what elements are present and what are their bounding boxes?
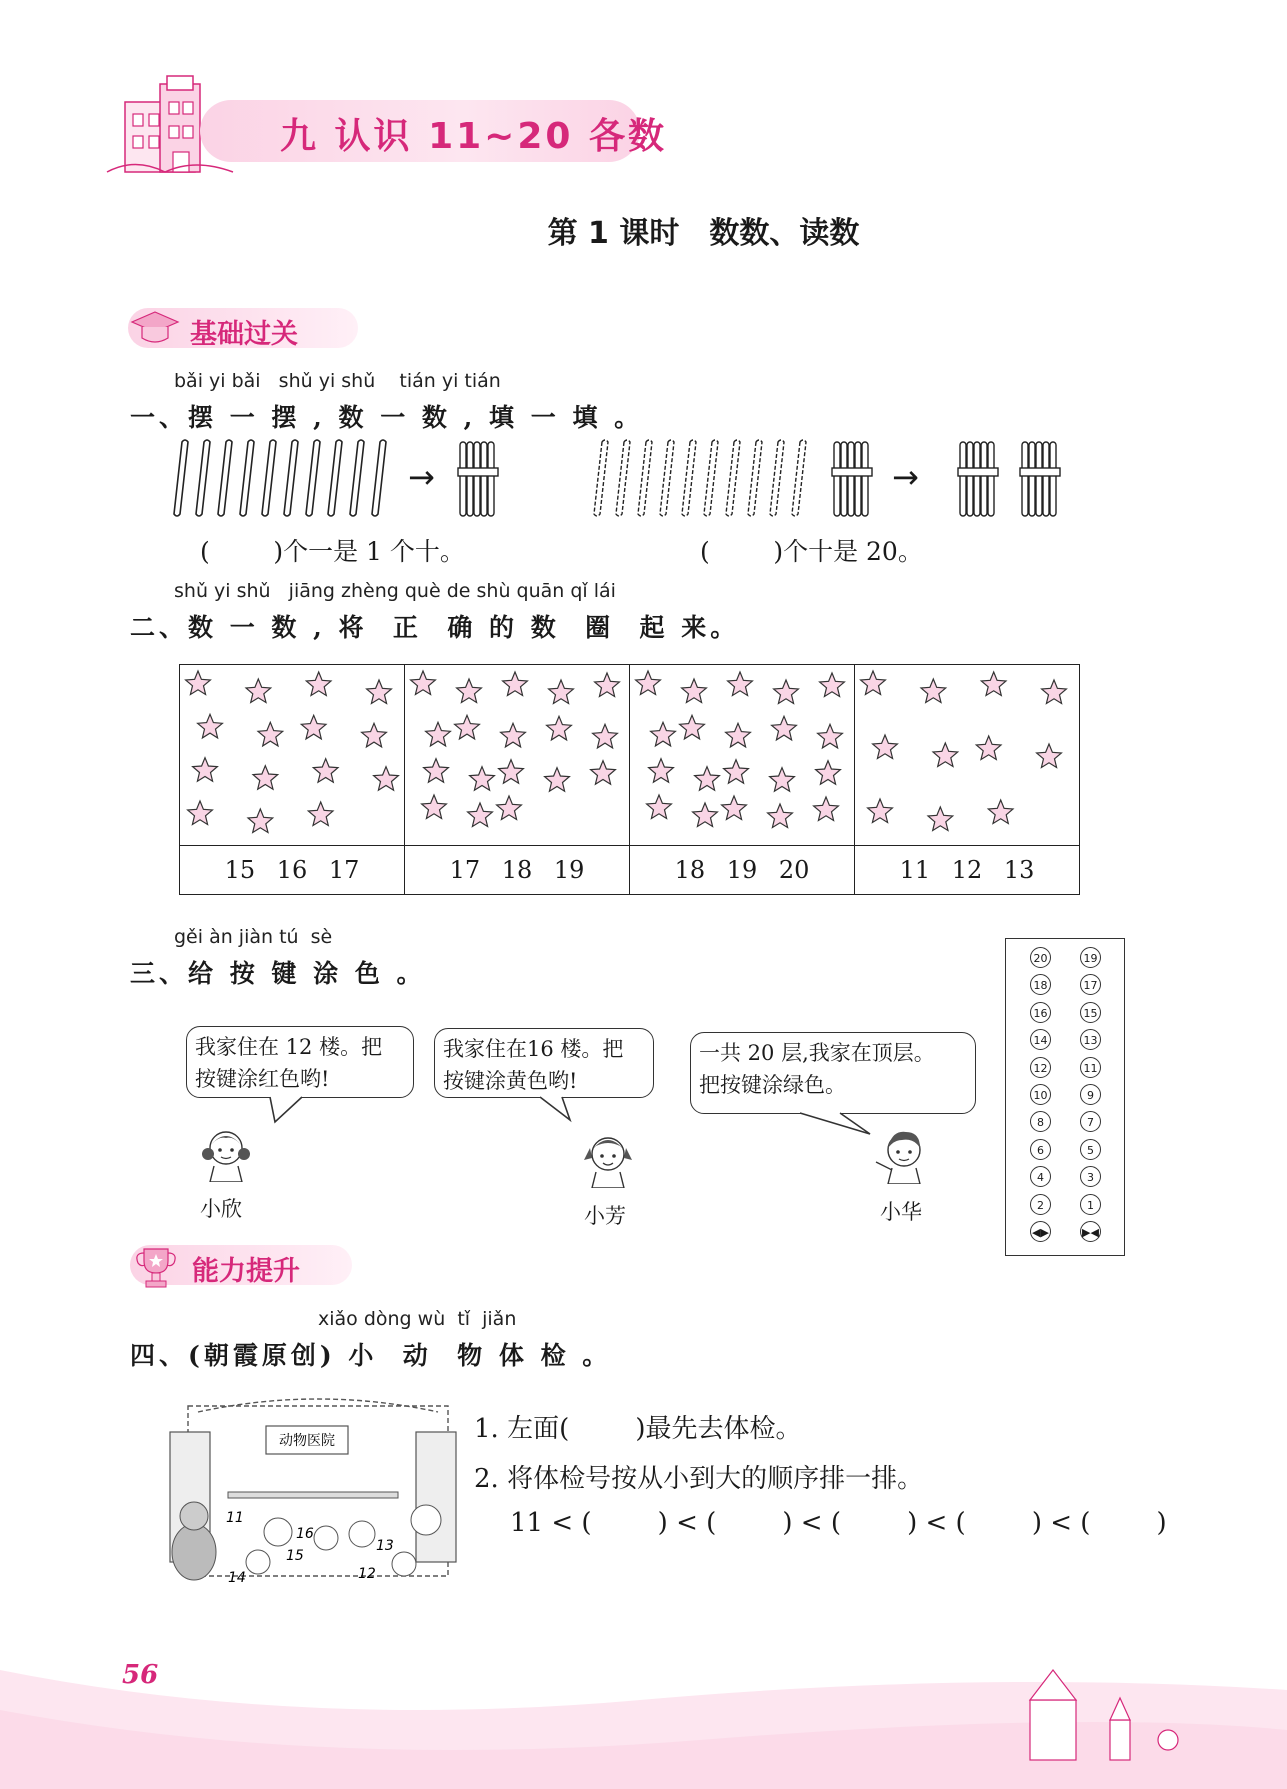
stick-bundle <box>1020 442 1060 516</box>
star <box>362 723 387 747</box>
star <box>770 768 795 792</box>
q1-fill-left: ( )个一是 1 个十。 <box>200 537 465 566</box>
q1-title: 一、摆 一 摆 , 数 一 数 , 填 一 填 。 <box>130 403 644 432</box>
elevator-button[interactable]: 6 <box>1030 1139 1051 1160</box>
tag-number: 12 <box>358 1566 376 1582</box>
elevator-button[interactable]: ▶◀ <box>1080 1221 1101 1242</box>
section-tag-basic: 基础过关 <box>128 308 358 348</box>
star <box>636 671 661 695</box>
name-xiaohua: 小华 <box>880 1200 922 1224</box>
star <box>693 803 718 827</box>
star <box>680 715 705 739</box>
animal-hospital-illustration <box>158 1392 464 1598</box>
star <box>313 759 338 783</box>
star <box>591 761 616 785</box>
q3-title: 三、给 按 键 涂 色 。 <box>130 959 426 988</box>
q1-sticks-illustration <box>170 438 1090 522</box>
star <box>814 797 839 821</box>
bubble-text-line: 我家住在 12 楼。把 <box>195 1035 383 1059</box>
trophy-icon <box>132 1243 180 1291</box>
name-xiaoxin: 小欣 <box>200 1197 242 1221</box>
number-options-1[interactable]: 15 16 17 <box>180 846 405 895</box>
star <box>503 672 528 696</box>
star <box>768 804 793 828</box>
stick <box>594 440 608 516</box>
star <box>411 671 436 695</box>
q1-pinyin: bǎi yi bǎi shǔ yi shǔ tián yi tián <box>174 370 501 392</box>
star <box>470 767 495 791</box>
elevator-button[interactable]: 8 <box>1030 1111 1051 1132</box>
stick <box>704 440 718 516</box>
star <box>651 722 676 746</box>
stick <box>218 440 232 516</box>
star-box-3 <box>630 665 855 846</box>
bubble-text-line: 一共 20 层,我家在顶层。 <box>699 1041 935 1065</box>
star <box>193 758 218 782</box>
star <box>772 716 797 740</box>
star <box>981 672 1006 696</box>
elevator-button[interactable]: 11 <box>1080 1057 1101 1078</box>
star <box>593 724 618 748</box>
star <box>258 722 283 746</box>
stick <box>196 440 210 516</box>
stick-bundle <box>832 442 872 516</box>
elevator-button[interactable]: 14 <box>1030 1029 1051 1050</box>
girl-xiaofang-avatar <box>580 1126 636 1188</box>
star <box>198 714 223 738</box>
elevator-button[interactable]: 15 <box>1080 1002 1101 1023</box>
elevator-button[interactable]: 7 <box>1080 1111 1101 1132</box>
star <box>549 680 574 704</box>
q4-item-1: 1. 左面( )最先去体检。 <box>474 1414 802 1444</box>
star <box>455 715 480 739</box>
speech-bubble-xiaofang <box>434 1028 654 1098</box>
arrow-icon: → <box>892 458 919 496</box>
elevator-button[interactable]: 3 <box>1080 1166 1101 1187</box>
stick <box>748 440 762 516</box>
star <box>649 759 674 783</box>
bubble-text-line: 我家住在16 楼。把 <box>443 1037 624 1061</box>
bubble-tails <box>180 1090 880 1140</box>
elevator-button[interactable]: 9 <box>1080 1084 1101 1105</box>
star <box>868 799 893 823</box>
star <box>186 671 211 695</box>
star <box>726 723 751 747</box>
star <box>695 767 720 791</box>
star <box>818 724 843 748</box>
bubble-text-line: 按键涂黄色哟! <box>443 1069 578 1093</box>
stick <box>726 440 740 516</box>
tag-number: 15 <box>286 1548 304 1564</box>
arrow-icon: → <box>408 458 435 496</box>
section-tag-advanced: 能力提升 <box>130 1245 352 1285</box>
star <box>724 760 749 784</box>
page-number: 56 <box>122 1660 159 1690</box>
q4-item-3: 11 < ( ) < ( ) < ( ) < ( ) < ( ) <box>510 1508 1167 1538</box>
star <box>988 800 1013 824</box>
star <box>820 673 845 697</box>
q4-item-2: 2. 将体检号按从小到大的顺序排一排。 <box>474 1464 924 1494</box>
star <box>1042 680 1067 704</box>
tag-number: 11 <box>226 1510 244 1526</box>
star <box>188 801 213 825</box>
star-box-2 <box>405 665 630 846</box>
star <box>933 743 958 767</box>
star-count-table <box>179 664 1080 895</box>
star <box>499 760 524 784</box>
elevator-button[interactable]: ◀▶ <box>1030 1221 1051 1242</box>
chapter-title: 九 认识 11~20 各数 <box>280 116 667 157</box>
stick <box>284 440 298 516</box>
number-options-2[interactable]: 17 18 19 <box>405 846 630 895</box>
star <box>501 723 526 747</box>
stick <box>616 440 630 516</box>
star <box>921 679 946 703</box>
lesson-title: 第 1 课时 数数、读数 <box>547 216 860 251</box>
elevator-button[interactable]: 4 <box>1030 1166 1051 1187</box>
elevator-button[interactable]: 5 <box>1080 1139 1101 1160</box>
star <box>682 679 707 703</box>
star <box>728 672 753 696</box>
tag-number: 14 <box>228 1570 246 1586</box>
stick-bundle <box>958 442 998 516</box>
hospital-sign-text: 动物医院 <box>279 1433 335 1449</box>
star <box>424 759 449 783</box>
star <box>595 673 620 697</box>
bubble-text-line: 按键涂红色哟! <box>195 1067 330 1091</box>
q1-fill-right: ( )个十是 20。 <box>700 537 923 566</box>
star <box>928 807 953 831</box>
elevator-button[interactable]: 16 <box>1030 1002 1051 1023</box>
star <box>1037 744 1062 768</box>
star <box>308 802 333 826</box>
footer-wave-decoration <box>0 1650 1287 1789</box>
stick <box>660 440 674 516</box>
stick <box>262 440 276 516</box>
star <box>246 679 271 703</box>
star <box>374 767 399 791</box>
stick <box>240 440 254 516</box>
star <box>861 671 886 695</box>
star <box>545 768 570 792</box>
q3-pinyin: gěi àn jiàn tú sè <box>174 926 333 948</box>
elevator-button[interactable]: 20 <box>1030 947 1051 968</box>
elevator-button[interactable]: 17 <box>1080 974 1101 995</box>
elevator-button[interactable]: 1 <box>1080 1194 1101 1215</box>
bubble-text-line: 把按键涂绿色。 <box>699 1073 846 1097</box>
star <box>873 735 898 759</box>
star <box>816 761 841 785</box>
elevator-button[interactable]: 13 <box>1080 1029 1101 1050</box>
stick <box>306 440 320 516</box>
stick <box>770 440 784 516</box>
q2-title: 二、数 一 数 , 将 正 确 的 数 圈 起 来。 <box>130 613 740 642</box>
star <box>468 803 493 827</box>
star <box>248 809 273 833</box>
stick <box>682 440 696 516</box>
q4-title: 四、(朝霞原创) 小 动 物 体 检 。 <box>130 1341 612 1370</box>
star <box>253 766 278 790</box>
stick <box>638 440 652 516</box>
star <box>722 796 747 820</box>
stick <box>350 440 364 516</box>
star-box-1 <box>180 665 405 846</box>
stick-bundle <box>458 442 498 516</box>
star <box>422 795 447 819</box>
number-options-4[interactable]: 11 12 13 <box>855 846 1080 895</box>
star <box>367 680 392 704</box>
star <box>457 679 482 703</box>
star <box>497 796 522 820</box>
name-xiaofang: 小芳 <box>584 1204 626 1228</box>
elevator-button[interactable]: 10 <box>1030 1084 1051 1105</box>
boy-xiaohua-avatar <box>872 1122 934 1184</box>
star-box-4 <box>855 665 1080 846</box>
star <box>976 736 1001 760</box>
elevator-button[interactable]: 19 <box>1080 947 1101 968</box>
star <box>647 795 672 819</box>
stick <box>328 440 342 516</box>
stick <box>372 440 386 516</box>
star <box>426 722 451 746</box>
speech-bubble-xiaoxin <box>186 1026 414 1098</box>
stick <box>792 440 806 516</box>
tag-number: 16 <box>296 1526 314 1542</box>
star <box>547 716 572 740</box>
q2-pinyin: shǔ yi shǔ jiāng zhèng què de shù quān qǐ lái <box>174 580 616 602</box>
star <box>306 672 331 696</box>
star <box>774 680 799 704</box>
elevator-button[interactable]: 12 <box>1030 1057 1051 1078</box>
girl-xiaoxin-avatar <box>198 1120 254 1182</box>
elevator-button[interactable]: 18 <box>1030 974 1051 995</box>
number-options-3[interactable]: 18 19 20 <box>630 846 855 895</box>
star <box>301 715 326 739</box>
elevator-button[interactable]: 2 <box>1030 1194 1051 1215</box>
elevator-button-panel <box>1005 938 1125 1256</box>
stick <box>174 440 188 516</box>
tag-number: 13 <box>376 1538 394 1554</box>
q4-pinyin: xiǎo dòng wù tǐ jiǎn <box>318 1308 517 1330</box>
graduation-cap-icon <box>130 306 180 348</box>
